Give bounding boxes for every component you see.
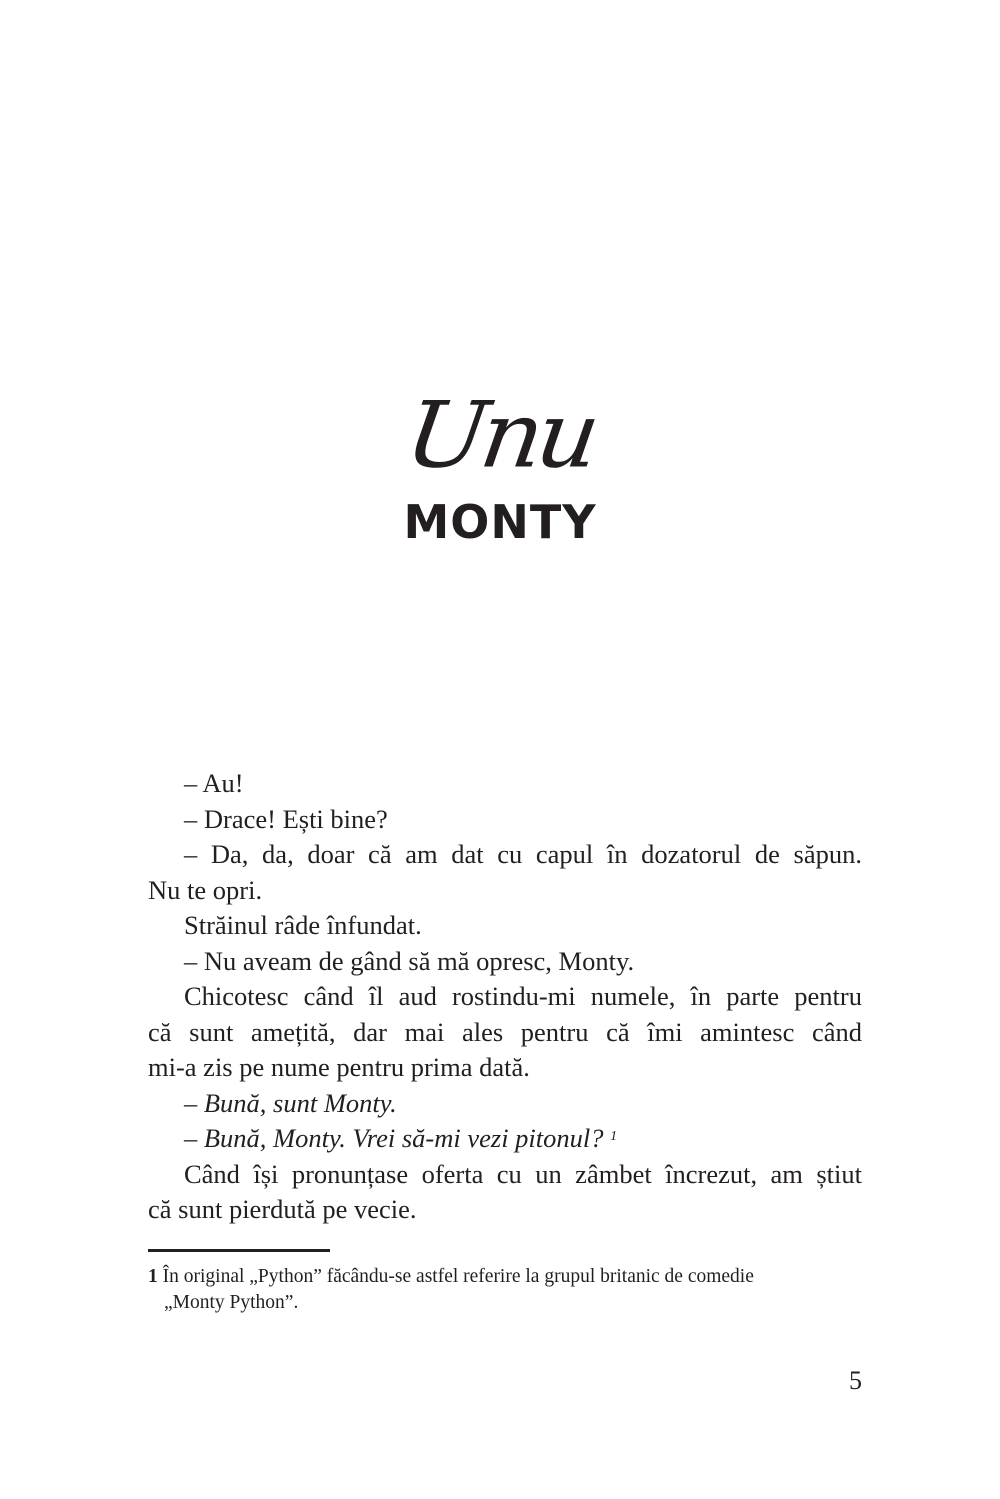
footnote-text-line: „Monty Python”.: [164, 1292, 299, 1313]
chapter-number: Unu: [399, 381, 601, 489]
text-line: Nu te opri.: [148, 874, 263, 905]
footnote-text-line: În original „Python” făcându-se astfel referire la grupul britanic de comedie: [162, 1266, 754, 1287]
footnote-number: 1: [148, 1266, 158, 1287]
footnote: [148, 1264, 862, 1316]
chapter-title: MONTY: [403, 495, 597, 549]
dialogue-text: – Bună, Monty. Vrei să-mi vezi pitonul?: [184, 1123, 604, 1153]
footnote-reference[interactable]: 1: [610, 1129, 618, 1144]
text-line: – Drace! Ești bine?: [184, 803, 388, 834]
text-line: Chicotesc când îl aud rostindu-mi numele, în parte pentru: [184, 981, 862, 1011]
text-line: că sunt pierdută pe vecie.: [148, 1194, 417, 1224]
text-line: – Nu aveam de gând să mă opresc, Monty.: [184, 945, 635, 976]
body-text: [148, 766, 862, 1228]
footnote-divider: [148, 1249, 330, 1252]
text-line: – Bună, sunt Monty.: [184, 1087, 397, 1118]
text-line: Străinul râde înfundat.: [184, 910, 422, 940]
text-line: [148, 1121, 862, 1157]
text-line: Când își pronunțase oferta cu un zâmbet încrezut, am știut: [184, 1158, 862, 1189]
text-line: mi-a zis pe nume pentru prima dată.: [148, 1052, 530, 1082]
text-line: că sunt amețită, dar mai ales pentru că îmi amintesc când: [148, 1016, 862, 1047]
page-number: 5: [849, 1366, 862, 1395]
text-line: – Da, da, doar că am dat cu capul în dozatorul de săpun.: [184, 839, 862, 869]
text-line: – Au!: [184, 768, 244, 798]
